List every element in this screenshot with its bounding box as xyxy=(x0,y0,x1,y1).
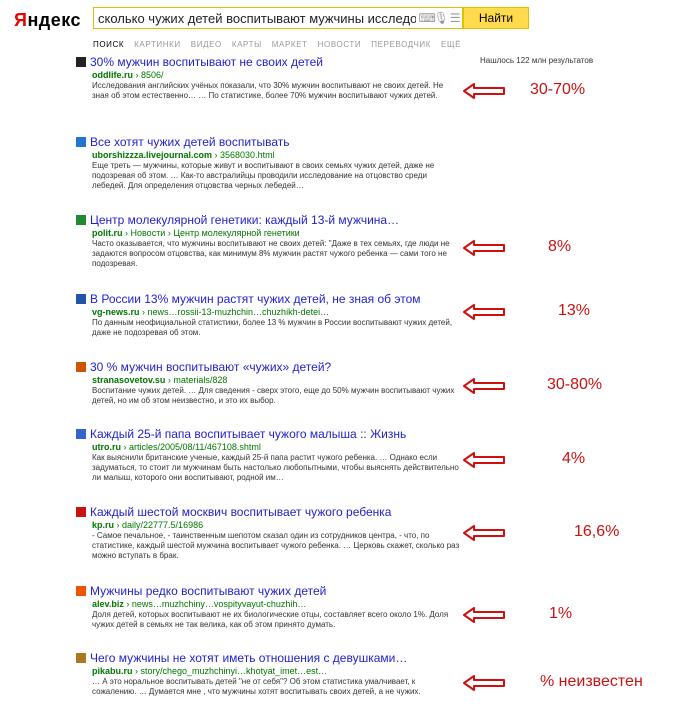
result-snippet: Исследования английских учёных показали, что 30% мужчин воспитывают не своих детей. Не зная об этом естественно… … По статистике, более 70% мужчин воспитывают чужих детей. xyxy=(92,81,444,100)
result-domain[interactable]: kp.ru xyxy=(92,520,115,530)
yandex-logo[interactable]: Яндекс xyxy=(14,10,82,30)
search-result xyxy=(76,505,461,561)
result-url[interactable] xyxy=(92,374,461,386)
search-result xyxy=(76,427,461,483)
result-title-link[interactable] xyxy=(76,55,461,69)
result-snippet: Воспитание чужих детей. … Для сведения - сверх этого, еще до 50% мужчин воспитывают чужих детей, но им об этом неизвестно, и это их выбор. xyxy=(92,386,455,405)
result-domain[interactable]: pikabu.ru xyxy=(92,666,133,676)
red-arrow-icon xyxy=(462,83,506,99)
result-title-text[interactable]: Каждый шестой москвич воспитывает чужого ребенка xyxy=(90,505,392,519)
search-result xyxy=(76,55,461,101)
result-title-text[interactable]: Все хотят чужих детей воспитывать xyxy=(90,135,290,149)
result-title-text[interactable]: Каждый 25-й папа воспитывает чужого малыша :: Жизнь xyxy=(90,427,407,441)
result-url[interactable] xyxy=(92,227,461,239)
statistic-annotation: 8% xyxy=(548,238,572,255)
result-title-link[interactable] xyxy=(76,584,461,598)
tab-more[interactable]: ЕЩЁ xyxy=(441,40,462,49)
statistic-annotation: % неизвестен xyxy=(540,673,643,690)
result-title-link[interactable] xyxy=(76,360,461,374)
keyboard-icon[interactable]: ⌨ xyxy=(418,11,436,25)
result-snippet: Еще треть — мужчины, которые живут и воспитывают в своих семьях чужих детей, даже не подозревая об этом. … Как-то австралийцы проводили исследование на отцовство среди лебедей. Для определения отцовства черных лебедей… xyxy=(92,161,435,190)
site-favicon-icon xyxy=(76,429,86,439)
site-favicon-icon xyxy=(76,294,86,304)
result-title-link[interactable] xyxy=(76,213,461,227)
site-favicon-icon xyxy=(76,215,86,225)
result-domain[interactable]: alev.biz xyxy=(92,599,124,609)
tab-images[interactable]: КАРТИНКИ xyxy=(134,40,181,49)
search-result xyxy=(76,651,461,697)
tab-market[interactable]: МАРКЕТ xyxy=(271,40,308,49)
tab-maps[interactable]: КАРТЫ xyxy=(231,40,262,49)
tab-news[interactable]: НОВОСТИ xyxy=(317,40,362,49)
search-input[interactable] xyxy=(94,11,420,26)
result-domain[interactable]: utro.ru xyxy=(92,442,121,452)
search-tabs xyxy=(93,40,461,49)
red-arrow-icon xyxy=(462,240,506,256)
red-arrow-icon xyxy=(462,304,506,320)
statistic-annotation: 16,6% xyxy=(574,523,620,540)
result-path[interactable]: › materials/828 xyxy=(165,375,228,385)
result-path[interactable]: › articles/2005/08/11/467108.shtml xyxy=(121,442,261,452)
red-arrow-icon xyxy=(462,675,506,691)
tab-translator[interactable]: ПЕРЕВОДЧИК xyxy=(371,40,432,49)
result-title-text[interactable]: Чего мужчины не хотят иметь отношения с девушками… xyxy=(90,651,408,665)
result-snippet: … А это норальное воспитывать детей "не от себя"? Об этом статистика умалчивает, к сожалению. … Думается мне , что мужчины хотят воспитывать своих детей, а не чужих. xyxy=(92,677,421,696)
result-path[interactable]: › Новости › Центр молекулярной генетики xyxy=(122,228,300,238)
result-url[interactable] xyxy=(92,306,461,318)
tab-video[interactable]: ВИДЕО xyxy=(190,40,222,49)
result-path[interactable]: › daily/22777.5/16986 xyxy=(114,520,204,530)
result-title-link[interactable] xyxy=(76,427,461,441)
settings-icon[interactable]: ☰ xyxy=(449,11,461,25)
search-result xyxy=(76,213,461,269)
result-title-link[interactable] xyxy=(76,292,461,306)
site-favicon-icon xyxy=(76,362,86,372)
statistic-annotation: 1% xyxy=(549,605,573,622)
statistic-annotation: 30-70% xyxy=(530,81,586,98)
search-result xyxy=(76,584,461,630)
site-favicon-icon xyxy=(76,507,86,517)
result-title-link[interactable] xyxy=(76,135,461,149)
statistic-annotation: 13% xyxy=(558,302,591,319)
result-title-link[interactable] xyxy=(76,651,461,665)
result-url[interactable] xyxy=(92,441,461,453)
result-domain[interactable]: polit.ru xyxy=(92,228,123,238)
result-url[interactable] xyxy=(92,149,461,161)
results-count: Нашлось 122 млн результатов xyxy=(480,56,594,65)
result-snippet: Доля детей, которых воспитывают не их биологические отцы, составляет всего около 1%. Доля чужих детей в семьях не так велика, как об этом принято думать. xyxy=(92,610,449,629)
result-title-text[interactable]: Мужчины редко воспитывают чужих детей xyxy=(90,584,327,598)
site-favicon-icon xyxy=(76,653,86,663)
red-arrow-icon xyxy=(462,452,506,468)
result-url[interactable] xyxy=(92,519,461,531)
search-result xyxy=(76,292,461,338)
result-snippet: По данным неофициальной статистики, более 13 % мужчин в России воспитывают чужих детей, даже не подозревая об этом. xyxy=(92,318,453,337)
result-path[interactable]: › news…muzhchiny…vospityvayut-chuzhih… xyxy=(123,599,307,609)
microphone-icon[interactable]: 🎙 xyxy=(433,11,449,25)
result-snippet: Часто оказывается, что мужчины воспитывают не своих детей: "Даже в тех семьях, где люди не задаются вопросом отцовства, как минимум 8% мужчин растят чужого ребенка — сами того не подозревая. xyxy=(92,239,450,268)
find-button[interactable]: Найти xyxy=(463,7,529,29)
result-domain[interactable]: vg-news.ru xyxy=(92,307,140,317)
result-domain[interactable]: oddlife.ru xyxy=(92,70,133,80)
search-result xyxy=(76,135,461,191)
result-path[interactable]: › story/chego_muzhchinyi…khotyat_imet…est… xyxy=(132,666,328,676)
search-box[interactable] xyxy=(93,7,463,29)
result-domain[interactable]: stranasovetov.su xyxy=(92,375,166,385)
tab-search[interactable]: ПОИСК xyxy=(93,40,125,49)
statistic-annotation: 30-80% xyxy=(547,376,603,393)
result-title-link[interactable] xyxy=(76,505,461,519)
result-domain[interactable]: uborshizzza.livejournal.com xyxy=(92,150,213,160)
result-title-text[interactable]: 30 % мужчин воспитывают «чужих» детей? xyxy=(90,360,332,374)
site-favicon-icon xyxy=(76,137,86,147)
result-path[interactable]: › 3568030.html xyxy=(212,150,275,160)
statistic-annotation: 4% xyxy=(562,450,586,467)
result-snippet: - Самое печальное, - таинственным шепотом сказал один из сотрудников центра, - что, по статистике, каждый шестой мужчина воспитывает чужого ребенка. … Церковь скажет, сколько раз можно вступать в брак. xyxy=(92,531,460,560)
red-arrow-icon xyxy=(462,607,506,623)
result-url[interactable] xyxy=(92,598,461,610)
result-url[interactable] xyxy=(92,665,461,677)
red-arrow-icon xyxy=(462,525,506,541)
result-url[interactable] xyxy=(92,69,461,81)
result-snippet: Как выяснили британские ученые, каждый 25-й папа растит чужого ребенка. … Однако если задуматься, то стоит ли мужчинам быть настолько любопытными, чтобы выяснять действительно ли малыш, которого они воспитывают, родной им… xyxy=(92,453,459,482)
site-favicon-icon xyxy=(76,586,86,596)
result-title-text[interactable]: Центр молекулярной генетики: каждый 13-й мужчина… xyxy=(90,213,400,227)
result-path[interactable]: › news…rossii-13-muzhchin…chuzhikh-detei… xyxy=(139,307,330,317)
result-path[interactable]: › 8506/ xyxy=(133,70,164,80)
red-arrow-icon xyxy=(462,378,506,394)
result-title-text[interactable]: В России 13% мужчин растят чужих детей, не зная об этом xyxy=(90,292,421,306)
search-result xyxy=(76,360,461,406)
result-title-text[interactable]: 30% мужчин воспитывают не своих детей xyxy=(90,55,323,69)
site-favicon-icon xyxy=(76,57,86,67)
